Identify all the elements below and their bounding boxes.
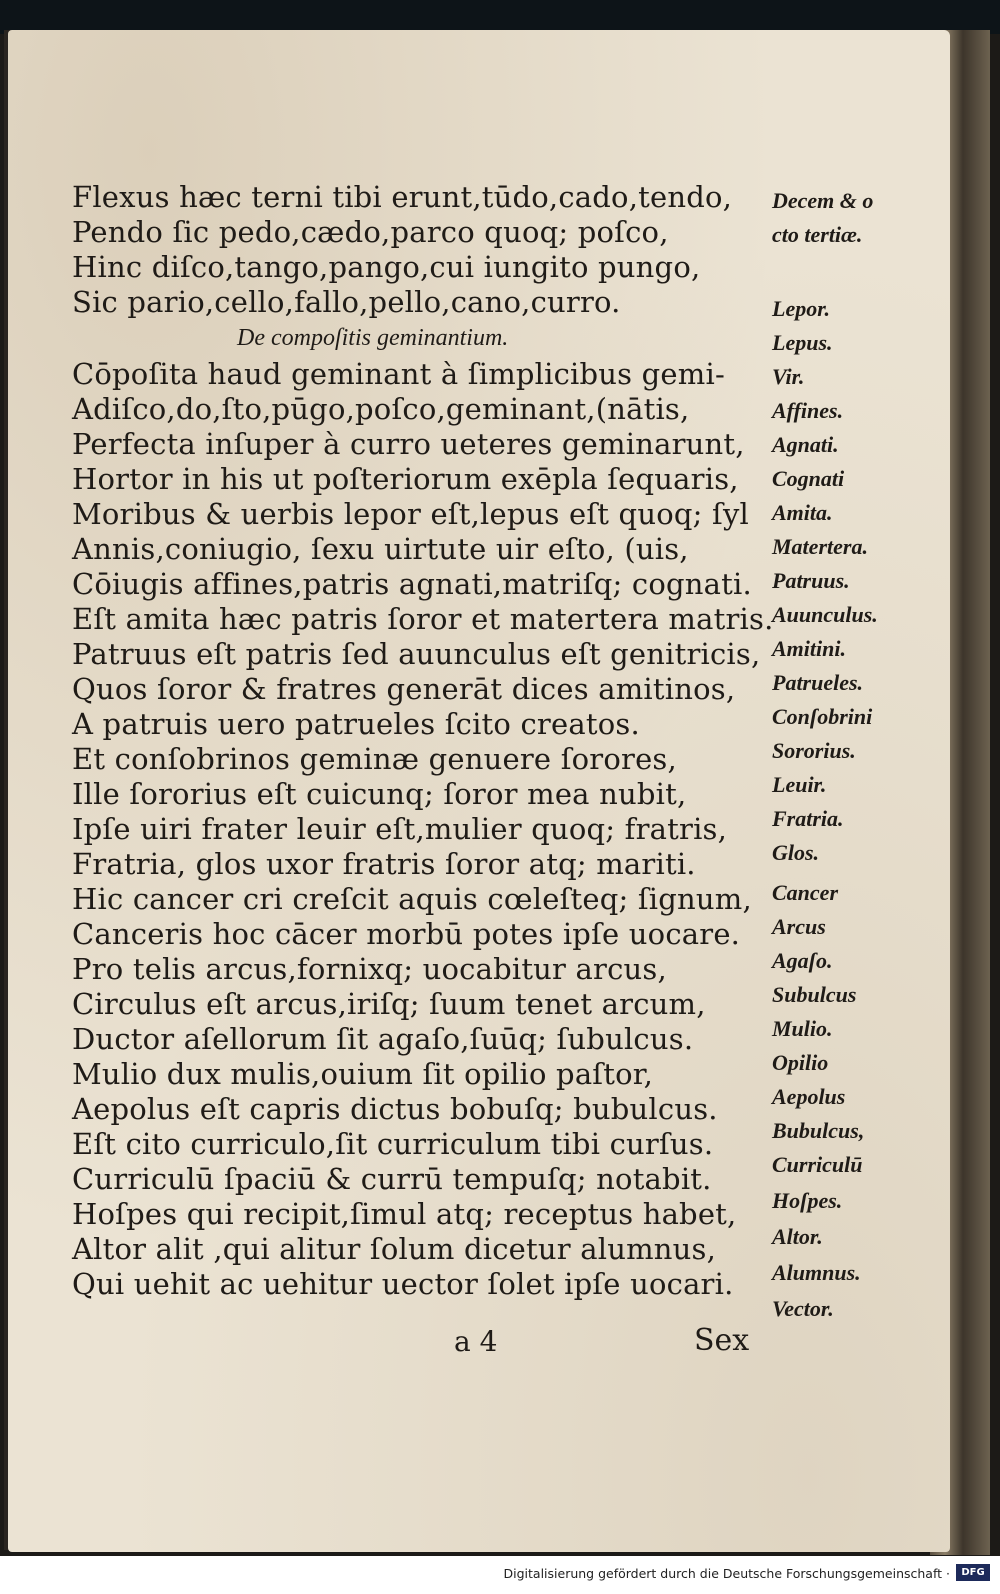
text-line: Hortor in his ut poſteriorum exēpla ſequaris, bbox=[72, 462, 739, 496]
margin-note: Glos. bbox=[772, 840, 820, 865]
margin-note: Opilio bbox=[772, 1050, 829, 1075]
margin-note: Fratria. bbox=[772, 806, 844, 831]
margin-note: Amita. bbox=[772, 500, 833, 525]
text-line: Cōiugis affines,patris agnati,matriſq; cognati. bbox=[72, 567, 752, 601]
text-line: Eſt cito curriculo,ſit curriculum tibi curſus. bbox=[72, 1127, 714, 1161]
margin-note: Patrueles. bbox=[772, 670, 864, 695]
margin-note: Mulio. bbox=[772, 1016, 833, 1041]
margin-note: Arcus bbox=[772, 914, 826, 939]
text-line: Mulio dux mulis,ouium ſit opilio paſtor, bbox=[72, 1057, 654, 1091]
margin-note: Auunculus. bbox=[772, 602, 878, 627]
text-line: Hinc diſco,tango,pango,cui iungito pungo, bbox=[72, 250, 701, 284]
margin-note: Matertera. bbox=[772, 534, 868, 559]
text-line: Qui uehit ac uehitur uector ſolet ipſe uocari. bbox=[72, 1267, 734, 1301]
margin-note: Lepor. bbox=[772, 296, 831, 321]
text-line: Altor alit ,qui alitur ſolum dicetur alumnus, bbox=[72, 1232, 717, 1266]
text-line: Hic cancer cri creſcit aquis cœleſteq; ſignum, bbox=[72, 882, 752, 916]
margin-note: Aepolus bbox=[772, 1084, 846, 1109]
text-line: Ille ſororius eſt cuicunq; ſoror mea nubit, bbox=[72, 777, 687, 811]
text-line: Hoſpes qui recipit,ſimul atq; receptus habet, bbox=[72, 1197, 737, 1231]
text-line: Patruus eſt patris ſed auunculus eſt genitricis, bbox=[72, 637, 761, 671]
section-heading: De compoſitis geminantium. bbox=[237, 325, 509, 351]
footer-bar bbox=[0, 1556, 1000, 1594]
text-line: Cōpoſita haud geminant à ſimplicibus gemi- bbox=[72, 357, 725, 391]
text-line: Sic pario,cello,fallo,pello,cano,curro. bbox=[72, 285, 621, 319]
text-line: Curriculū ſpaciū & currū tempuſq; notabit. bbox=[72, 1162, 712, 1196]
book-page bbox=[8, 30, 950, 1552]
signature-mark: a 4 bbox=[454, 1325, 498, 1358]
margin-note: Bubulcus, bbox=[772, 1118, 865, 1143]
margin-note: Hoſpes. bbox=[772, 1188, 843, 1213]
text-line: A patruis uero patrueles ſcito creatos. bbox=[72, 707, 640, 741]
text-line: Perfecta inſuper à curro ueteres geminarunt, bbox=[72, 427, 745, 461]
margin-note: Curriculū bbox=[772, 1152, 863, 1177]
margin-note: Altor. bbox=[772, 1224, 823, 1249]
text-line: Quos ſoror & fratres generāt dices amitinos, bbox=[72, 672, 736, 706]
text-line: Ipſe uiri frater leuir eſt,mulier quoq; fratris, bbox=[72, 812, 728, 846]
text-line: Flexus hæc terni tibi erunt,tūdo,cado,tendo, bbox=[72, 180, 733, 214]
text-line: Canceris hoc cācer morbū potes ipſe uocare. bbox=[72, 917, 741, 951]
text-line: Circulus eſt arcus,iriſq; ſuum tenet arcum, bbox=[72, 987, 706, 1021]
margin-note: Affines. bbox=[772, 398, 844, 423]
margin-note: Cognati bbox=[772, 466, 845, 491]
text-line: Pendo ſic pedo,cædo,parco quoq; poſco, bbox=[72, 215, 669, 249]
margin-note: Alumnus. bbox=[772, 1260, 861, 1285]
text-line: Moribus & uerbis lepor eſt,lepus eſt quoq; ſyl bbox=[72, 497, 750, 531]
margin-note: Leuir. bbox=[772, 772, 827, 797]
dfg-logo-icon: DFG bbox=[956, 1564, 990, 1581]
margin-note: cto tertiæ. bbox=[772, 222, 863, 247]
margin-note: Lepus. bbox=[772, 330, 833, 355]
margin-note: Sororius. bbox=[772, 738, 856, 763]
margin-note: Cancer bbox=[772, 880, 838, 905]
margin-note: Vector. bbox=[772, 1296, 834, 1321]
margin-note: Agnati. bbox=[772, 432, 839, 457]
text-line: Ductor aſellorum ſit agaſo,ſuūq; ſubulcus. bbox=[72, 1022, 694, 1056]
text-line: Fratria, glos uxor fratris ſoror atq; mariti. bbox=[72, 847, 696, 881]
text-line: Et conſobrinos geminæ genuere ſorores, bbox=[72, 742, 677, 776]
text-line: Adiſco,do,ſto,pūgo,poſco,geminant,(nātis, bbox=[72, 392, 690, 426]
text-line: Eſt amita hæc patris ſoror et matertera matris. bbox=[72, 602, 774, 636]
text-line: Aepolus eſt capris dictus bobuſq; bubulcus. bbox=[72, 1092, 718, 1126]
margin-note: Agaſo. bbox=[772, 948, 833, 973]
margin-note: Decem & o bbox=[772, 188, 874, 213]
margin-note: Conſobrini bbox=[772, 704, 873, 729]
top-bar bbox=[0, 0, 1000, 34]
margin-note: Vir. bbox=[772, 364, 805, 389]
catchword: Sex bbox=[694, 1323, 750, 1358]
text-line: Pro telis arcus,fornixq; uocabitur arcus, bbox=[72, 952, 667, 986]
text-line: Annis,coniugio, ſexu uirtute uir eſto, (uis, bbox=[72, 532, 689, 566]
margin-note: Amitini. bbox=[772, 636, 846, 661]
footer-credit: Digitalisierung gefördert durch die Deutsche Forschungsgemeinschaft · bbox=[503, 1566, 950, 1581]
margin-note: Patruus. bbox=[772, 568, 850, 593]
margin-note: Subulcus bbox=[772, 982, 857, 1007]
